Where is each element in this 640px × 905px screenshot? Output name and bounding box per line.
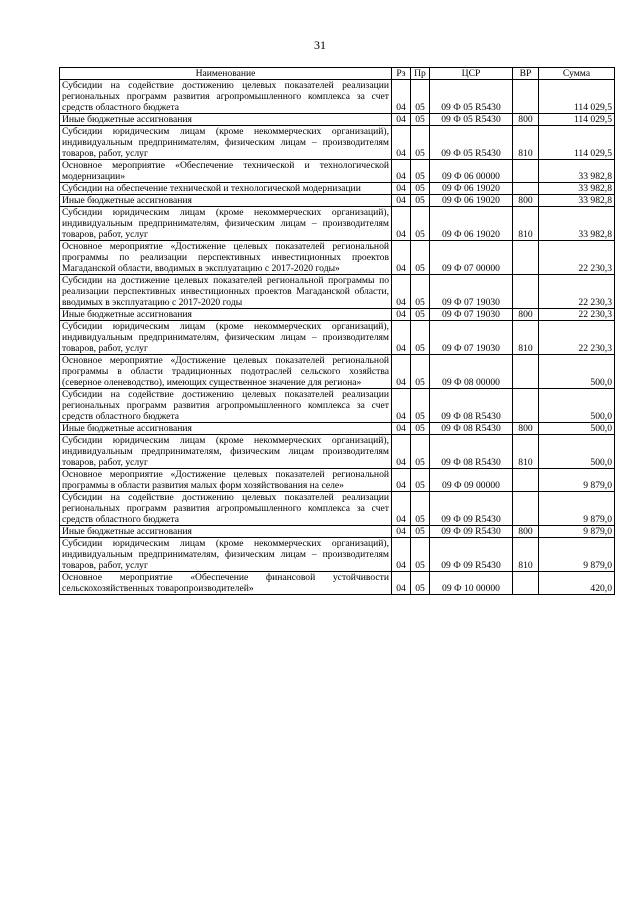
table-body: [60, 80, 615, 595]
cell-rz: 04: [392, 114, 411, 126]
table-row: [60, 160, 615, 183]
cell-name: Субсидии юридическим лицам (кроме некоммерческих организаций), индивидуальным предпринимателям, физическим лицам – производителям товаров, работ, услуг: [60, 321, 392, 355]
cell-pr: 05: [411, 126, 430, 160]
cell-name: Иные бюджетные ассигнования: [60, 526, 392, 538]
cell-rz: 04: [392, 160, 411, 183]
cell-sum: 500,0: [539, 355, 615, 389]
cell-sum: 9 879,0: [539, 538, 615, 572]
cell-name: Субсидии на обеспечение технической и технологической модернизации: [60, 183, 392, 195]
table-row: [60, 183, 615, 195]
cell-vr: 800: [513, 114, 539, 126]
cell-sum: 114 029,5: [539, 126, 615, 160]
cell-name: Основное мероприятие «Достижение целевых показателей региональной программы в области развития малых форм хозяйствования на селе»: [60, 469, 392, 492]
cell-rz: 04: [392, 241, 411, 275]
cell-csr: 09 Ф 09 R5430: [430, 526, 513, 538]
cell-rz: 04: [392, 195, 411, 207]
cell-pr: 05: [411, 309, 430, 321]
cell-csr: 09 Ф 07 19030: [430, 275, 513, 309]
cell-rz: 04: [392, 423, 411, 435]
table-row: [60, 309, 615, 321]
cell-csr: 09 Ф 08 R5430: [430, 389, 513, 423]
cell-vr: [513, 183, 539, 195]
cell-pr: 05: [411, 275, 430, 309]
budget-table: [59, 67, 615, 595]
cell-csr: 09 Ф 09 R5430: [430, 492, 513, 526]
cell-name: Субсидии на содействие достижению целевых показателей реализации региональных программ развития агропромышленного комплекса за счет средств областного бюджета: [60, 80, 392, 114]
cell-csr: 09 Ф 07 19030: [430, 321, 513, 355]
cell-name: Субсидии на достижение целевых показателей региональной программы по реализации перспективных инвестиционных проектов Магаданской области, вводимых в эксплуатацию с 2017-2020 годы: [60, 275, 392, 309]
cell-pr: 05: [411, 195, 430, 207]
cell-name: Основное мероприятие «Обеспечение технической и технологической модернизации»: [60, 160, 392, 183]
cell-vr: [513, 389, 539, 423]
column-header-name: Наименование: [60, 68, 392, 80]
cell-vr: [513, 492, 539, 526]
cell-csr: 09 Ф 05 R5430: [430, 126, 513, 160]
cell-name: Субсидии на содействие достижению целевых показателей реализации региональных программ развития агропромышленного комплекса за счет средств областного бюджета: [60, 389, 392, 423]
cell-sum: 33 982,8: [539, 160, 615, 183]
cell-rz: 04: [392, 309, 411, 321]
cell-vr: [513, 572, 539, 595]
cell-pr: 05: [411, 572, 430, 595]
cell-csr: 09 Ф 09 00000: [430, 469, 513, 492]
cell-rz: 04: [392, 275, 411, 309]
cell-vr: [513, 355, 539, 389]
table-row: [60, 114, 615, 126]
cell-csr: 09 Ф 08 00000: [430, 355, 513, 389]
cell-vr: 810: [513, 321, 539, 355]
cell-pr: 05: [411, 355, 430, 389]
cell-pr: 05: [411, 423, 430, 435]
cell-sum: 22 230,3: [539, 309, 615, 321]
cell-sum: 33 982,8: [539, 195, 615, 207]
cell-vr: 800: [513, 309, 539, 321]
cell-name: Иные бюджетные ассигнования: [60, 309, 392, 321]
cell-rz: 04: [392, 207, 411, 241]
cell-pr: 05: [411, 160, 430, 183]
table-row: [60, 469, 615, 492]
cell-rz: 04: [392, 526, 411, 538]
cell-csr: 09 Ф 07 00000: [430, 241, 513, 275]
table-row: [60, 241, 615, 275]
table-row: [60, 435, 615, 469]
table-row: [60, 195, 615, 207]
cell-name: Основное мероприятие «Достижение целевых показателей региональной программы по реализации перспективных инвестиционных проектов Магаданской области, вводимых в эксплуатацию с 2017-2020 годы»: [60, 241, 392, 275]
cell-sum: 33 982,8: [539, 183, 615, 195]
cell-csr: 09 Ф 05 R5430: [430, 114, 513, 126]
cell-rz: 04: [392, 183, 411, 195]
cell-vr: [513, 469, 539, 492]
cell-csr: 09 Ф 06 19020: [430, 195, 513, 207]
cell-name: Иные бюджетные ассигнования: [60, 423, 392, 435]
cell-rz: 04: [392, 321, 411, 355]
cell-vr: [513, 160, 539, 183]
cell-rz: 04: [392, 80, 411, 114]
cell-name: Субсидии юридическим лицам (кроме некоммерческих организаций), индивидуальным предпринимателям, физическим лицам – производителям товаров, работ, услуг: [60, 207, 392, 241]
cell-pr: 05: [411, 389, 430, 423]
table-row: [60, 275, 615, 309]
cell-rz: 04: [392, 389, 411, 423]
cell-csr: 09 Ф 09 R5430: [430, 538, 513, 572]
cell-name: Иные бюджетные ассигнования: [60, 195, 392, 207]
cell-name: Субсидии юридическим лицам (кроме некоммерческих организаций), индивидуальным предпринимателям, физическим лицам – производителям товаров, работ, услуг: [60, 538, 392, 572]
cell-pr: 05: [411, 114, 430, 126]
cell-rz: 04: [392, 538, 411, 572]
cell-pr: 05: [411, 469, 430, 492]
cell-sum: 114 029,5: [539, 80, 615, 114]
cell-csr: 09 Ф 05 R5430: [430, 80, 513, 114]
cell-name: Основное мероприятие «Достижение целевых показателей региональной программы в области традиционных подотраслей сельского хозяйства (северное оленеводство), имеющих существенное значение для региона»: [60, 355, 392, 389]
table-row: [60, 321, 615, 355]
cell-vr: 800: [513, 423, 539, 435]
cell-name: Иные бюджетные ассигнования: [60, 114, 392, 126]
table-row: [60, 526, 615, 538]
cell-sum: 420,0: [539, 572, 615, 595]
cell-sum: 22 230,3: [539, 321, 615, 355]
cell-rz: 04: [392, 355, 411, 389]
cell-pr: 05: [411, 492, 430, 526]
cell-pr: 05: [411, 183, 430, 195]
cell-csr: 09 Ф 06 19020: [430, 183, 513, 195]
cell-pr: 05: [411, 241, 430, 275]
cell-sum: 22 230,3: [539, 241, 615, 275]
table-row: [60, 80, 615, 114]
cell-vr: [513, 80, 539, 114]
table-row: [60, 538, 615, 572]
cell-vr: 810: [513, 207, 539, 241]
cell-vr: 810: [513, 126, 539, 160]
cell-vr: 800: [513, 526, 539, 538]
cell-pr: 05: [411, 526, 430, 538]
column-header-pr: Пр: [411, 68, 430, 80]
cell-vr: [513, 241, 539, 275]
cell-vr: 810: [513, 538, 539, 572]
cell-sum: 114 029,5: [539, 114, 615, 126]
cell-sum: 500,0: [539, 389, 615, 423]
table-row: [60, 423, 615, 435]
page-number: 31: [314, 38, 326, 52]
cell-sum: 9 879,0: [539, 526, 615, 538]
cell-pr: 05: [411, 80, 430, 114]
cell-pr: 05: [411, 207, 430, 241]
cell-pr: 05: [411, 435, 430, 469]
table-row: [60, 207, 615, 241]
cell-rz: 04: [392, 492, 411, 526]
cell-name: Субсидии юридическим лицам (кроме некоммерческих организаций), индивидуальным предпринимателям, физическим лицам – производителям товаров, работ, услуг: [60, 126, 392, 160]
table-row: [60, 355, 615, 389]
column-header-rz: Рз: [392, 68, 411, 80]
table-row: [60, 572, 615, 595]
cell-vr: 800: [513, 195, 539, 207]
cell-sum: 9 879,0: [539, 469, 615, 492]
cell-csr: 09 Ф 08 R5430: [430, 423, 513, 435]
cell-sum: 500,0: [539, 423, 615, 435]
cell-pr: 05: [411, 321, 430, 355]
cell-rz: 04: [392, 572, 411, 595]
table-row: [60, 492, 615, 526]
cell-sum: 22 230,3: [539, 275, 615, 309]
table-header-row: [60, 68, 615, 80]
cell-csr: 09 Ф 07 19030: [430, 309, 513, 321]
cell-sum: 500,0: [539, 435, 615, 469]
cell-vr: 810: [513, 435, 539, 469]
cell-csr: 09 Ф 06 00000: [430, 160, 513, 183]
cell-csr: 09 Ф 08 R5430: [430, 435, 513, 469]
column-header-vr: ВР: [513, 68, 539, 80]
table-row: [60, 126, 615, 160]
cell-rz: 04: [392, 435, 411, 469]
cell-vr: [513, 275, 539, 309]
cell-name: Субсидии юридическим лицам (кроме некоммерческих организаций), индивидуальным предпринимателям, физическим лицам производителям товаров, работ, услуг: [60, 435, 392, 469]
cell-pr: 05: [411, 538, 430, 572]
cell-csr: 09 Ф 06 19020: [430, 207, 513, 241]
cell-name: Субсидии на содействие достижению целевых показателей реализации региональных программ развития агропромышленного комплекса за счет средств областного бюджета: [60, 492, 392, 526]
column-header-csr: ЦСР: [430, 68, 513, 80]
table-row: [60, 389, 615, 423]
column-header-sum: Сумма: [539, 68, 615, 80]
cell-csr: 09 Ф 10 00000: [430, 572, 513, 595]
cell-rz: 04: [392, 126, 411, 160]
cell-rz: 04: [392, 469, 411, 492]
cell-sum: 9 879,0: [539, 492, 615, 526]
cell-name: Основное мероприятие «Обеспечение финансовой устойчивости сельскохозяйственных товаропроизводителей»: [60, 572, 392, 595]
cell-sum: 33 982,8: [539, 207, 615, 241]
